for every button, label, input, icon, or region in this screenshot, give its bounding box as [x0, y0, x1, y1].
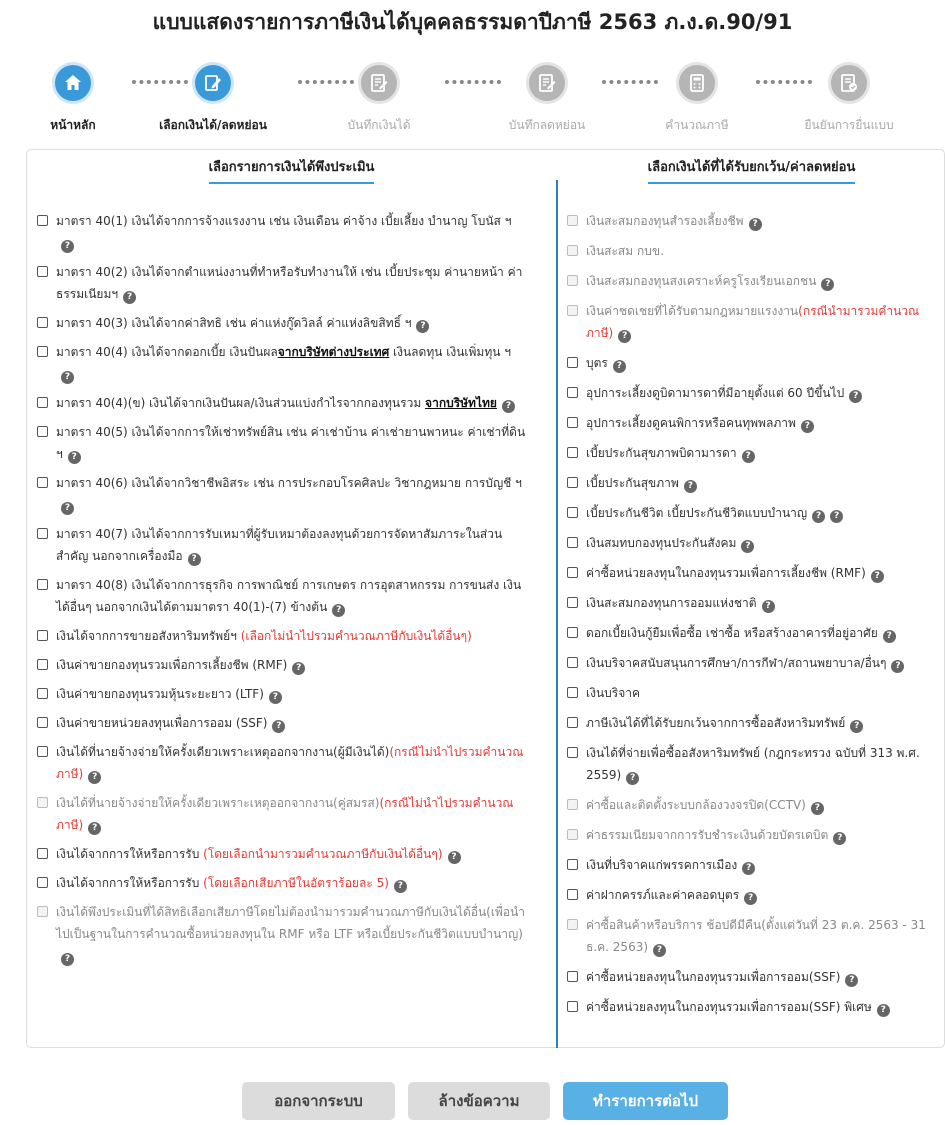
help-icon[interactable]: ? — [292, 662, 305, 675]
item-label — [586, 712, 932, 734]
item-text: อุปการะเลี้ยงดูบิดามารดาที่มีอายุตั้งแต่ 60 ปีขึ้นไป — [586, 386, 845, 400]
help-icon[interactable]: ? — [68, 451, 81, 464]
help-icon[interactable]: ? — [877, 1004, 890, 1017]
help-icon[interactable]: ? — [88, 771, 101, 784]
item-text: เงินค่าขายกองทุนรวมเพื่อการเลี้ยงชีพ (RMF) — [56, 658, 288, 672]
document-edit-icon — [526, 62, 568, 104]
income-item[interactable] — [27, 872, 556, 894]
help-icon[interactable]: ? — [801, 420, 814, 433]
item-text: เงินสะสมกองทุนสำรองเลี้ยงชีพ — [586, 214, 744, 228]
item-label — [56, 872, 528, 894]
item-label — [586, 442, 932, 464]
step-record-income[interactable] — [304, 62, 454, 135]
checkbox[interactable] — [567, 717, 578, 728]
income-column — [27, 150, 556, 1047]
deduction-item[interactable] — [557, 682, 945, 704]
step-label: บันทึกลดหย่อน — [508, 118, 586, 132]
step-record-deduction[interactable] — [472, 62, 622, 135]
checkbox[interactable] — [37, 630, 48, 641]
item-text: เบี้ยประกันสุขภาพบิดามารดา — [586, 446, 737, 460]
document-edit-icon — [358, 62, 400, 104]
help-icon[interactable]: ? — [850, 720, 863, 733]
help-icon[interactable]: ? — [61, 240, 74, 253]
item-label — [586, 240, 932, 262]
income-item[interactable] — [27, 341, 556, 385]
item-text: มาตรา 40(4) เงินได้จากดอกเบี้ย เงินปันผล — [56, 345, 278, 359]
item-text: เงินได้จากการให้หรือการรับ — [56, 876, 204, 890]
item-note: (กรณีนำมารวมคำนวณภาษี) — [586, 304, 920, 340]
deduction-item[interactable] — [557, 652, 945, 674]
checkbox[interactable] — [37, 346, 48, 357]
checkbox — [37, 797, 48, 808]
item-text: บุตร — [586, 356, 608, 370]
step-label: คำนวณภาษี — [665, 118, 729, 132]
deduction-item[interactable] — [557, 532, 945, 554]
item-text: เงินได้ที่จ่ายเพื่อซื้ออสังหาริมทรัพย์ (กฎกระทรวง ฉบับที่ 313 พ.ศ. 2559) — [586, 746, 920, 782]
deduction-item[interactable] — [557, 854, 945, 876]
help-icon[interactable]: ? — [88, 822, 101, 835]
help-icon[interactable]: ? — [416, 320, 429, 333]
item-note: (กรณีไม่นำไปรวมคำนวณภาษี) — [56, 796, 514, 832]
item-note: (กรณีไม่นำไปรวมคำนวณภาษี) — [56, 745, 524, 781]
help-icon[interactable]: ? — [883, 630, 896, 643]
income-item[interactable] — [27, 683, 556, 705]
help-icon[interactable]: ? — [762, 600, 775, 613]
help-icon[interactable]: ? — [61, 502, 74, 515]
deduction-item[interactable] — [557, 472, 945, 494]
deduction-column — [557, 150, 945, 1047]
help-icon[interactable]: ? — [332, 604, 345, 617]
item-label — [586, 562, 932, 584]
help-icon[interactable]: ? — [269, 691, 282, 704]
help-icon[interactable]: ? — [61, 953, 74, 966]
item-label — [56, 341, 528, 385]
logout-button[interactable]: ออกจากระบบ — [242, 1082, 395, 1120]
step-label: บันทึกเงินได้ — [347, 118, 411, 132]
deduction-item — [557, 270, 945, 292]
progress-stepper — [20, 62, 925, 142]
item-text: มาตรา 40(7) เงินได้จากการรับเหมาที่ผู้รับเหมาต้องลงทุนด้วยการจัดหาสัมภาระในส่วนสำคัญ นอกจากเครื่องมือ — [56, 527, 503, 563]
item-label — [586, 622, 932, 644]
deduction-item[interactable] — [557, 996, 945, 1018]
item-label — [586, 382, 932, 404]
help-icon[interactable]: ? — [123, 291, 136, 304]
item-label — [56, 261, 528, 305]
item-text: เงินสมทบกองทุนประกันสังคม — [586, 536, 737, 550]
deduction-item[interactable] — [557, 712, 945, 734]
checkbox[interactable] — [37, 579, 48, 590]
item-text: เงินบริจาค — [586, 686, 641, 700]
item-label — [56, 312, 528, 334]
item-label — [586, 412, 932, 434]
checkbox[interactable] — [567, 477, 578, 488]
deduction-item — [557, 824, 945, 846]
deduction-list — [557, 210, 945, 1018]
income-item — [27, 901, 556, 967]
item-emphasis: จากบริษัทไทย — [425, 396, 497, 410]
item-label — [586, 472, 932, 494]
checkbox[interactable] — [567, 889, 578, 900]
income-item[interactable] — [27, 392, 556, 414]
item-text: มาตรา 40(5) เงินได้จากการให้เช่าทรัพย์สิน เช่น ค่าเช่าบ้าน ค่าเช่ายานพาหนะ ค่าเช่าที่ดิน ฯ — [56, 425, 526, 461]
checkbox[interactable] — [567, 657, 578, 668]
help-icon[interactable]: ? — [613, 360, 626, 373]
checkbox[interactable] — [567, 417, 578, 428]
deduction-item[interactable] — [557, 382, 945, 404]
checkbox[interactable] — [567, 627, 578, 638]
item-text: มาตรา 40(1) เงินได้จากการจ้างแรงงาน เช่น เงินเดือน ค่าจ้าง เบี้ยเลี้ยง บำนาญ โบนัส ฯ — [56, 214, 512, 228]
checkbox[interactable] — [37, 688, 48, 699]
checkbox — [567, 799, 578, 810]
income-column-heading — [27, 150, 556, 210]
checkbox — [567, 245, 578, 256]
help-icon[interactable]: ? — [653, 944, 666, 957]
deduction-item[interactable] — [557, 884, 945, 906]
deduction-item — [557, 240, 945, 262]
help-icon[interactable]: ? — [849, 390, 862, 403]
checkbox[interactable] — [37, 717, 48, 728]
checkbox[interactable] — [37, 215, 48, 226]
item-text: ภาษีเงินได้ที่ได้รับยกเว้นจากการซื้ออสังหาริมทรัพย์ — [586, 716, 846, 730]
deduction-item — [557, 794, 945, 816]
item-text: เบี้ยประกันชีวิต เบี้ยประกันชีวิตแบบบำนาญ — [586, 506, 808, 520]
item-label — [56, 741, 528, 785]
help-icon[interactable]: ? — [812, 510, 825, 523]
income-item[interactable] — [27, 741, 556, 785]
item-text: เบี้ยประกันสุขภาพ — [586, 476, 679, 490]
help-icon[interactable]: ? — [830, 510, 843, 523]
help-icon[interactable]: ? — [871, 570, 884, 583]
document-check-icon — [828, 62, 870, 104]
selection-panel — [26, 149, 945, 1048]
checkbox[interactable] — [567, 971, 578, 982]
item-label — [56, 574, 528, 618]
checkbox — [567, 305, 578, 316]
item-label — [586, 682, 932, 704]
item-text: ค่าฝากครรภ์และค่าคลอดบุตร — [586, 888, 740, 902]
checkbox[interactable] — [567, 567, 578, 578]
item-label — [56, 654, 528, 676]
checkbox[interactable] — [37, 477, 48, 488]
item-label — [586, 794, 932, 816]
edit-icon — [192, 62, 234, 104]
checkbox[interactable] — [37, 877, 48, 888]
item-text: มาตรา 40(4)(ข) เงินได้จากเงินปันผล/เงินส่วนแบ่งกำไรจากกองทุนรวม — [56, 396, 426, 410]
checkbox[interactable] — [37, 746, 48, 757]
item-label — [586, 502, 932, 524]
income-item[interactable] — [27, 261, 556, 305]
checkbox — [567, 275, 578, 286]
item-label — [586, 854, 932, 876]
checkbox[interactable] — [567, 447, 578, 458]
item-label — [586, 742, 932, 786]
item-note: (โดยเลือกเสียภาษีในอัตราร้อยละ 5) — [203, 876, 389, 890]
step-confirm-filing[interactable] — [774, 62, 924, 135]
item-label — [56, 392, 528, 414]
next-button[interactable]: ทำรายการต่อไป — [563, 1082, 728, 1120]
deduction-item[interactable] — [557, 592, 945, 614]
help-icon[interactable]: ? — [626, 772, 639, 785]
checkbox — [567, 829, 578, 840]
item-label — [586, 352, 932, 374]
page-title: แบบแสดงรายการภาษีเงินได้บุคคลธรรมดาปีภาษี 2563 ภ.ง.ด.90/91 — [152, 10, 793, 34]
item-label — [56, 421, 528, 465]
item-label — [586, 270, 932, 292]
help-icon[interactable]: ? — [188, 553, 201, 566]
item-label — [56, 843, 528, 865]
item-text: ค่าซื้อหน่วยลงทุนในกองทุนรวมเพื่อการเลี้ยงชีพ (RMF) — [586, 566, 866, 580]
item-label — [586, 884, 932, 906]
checkbox — [37, 906, 48, 917]
item-note: (เลือกไม่นำไปรวมคำนวณภาษีกับเงินได้อื่นๆ) — [240, 629, 472, 643]
income-item[interactable] — [27, 654, 556, 676]
item-text: ค่าซื้อหน่วยลงทุนในกองทุนรวมเพื่อการออม(SSF) พิเศษ — [586, 1000, 872, 1014]
deduction-item — [557, 914, 945, 958]
item-label — [586, 996, 932, 1018]
item-label — [586, 914, 932, 958]
income-heading-text: เลือกรายการเงินได้พึงประเมิน — [209, 156, 375, 184]
item-text: เงินบริจาคสนับสนุนการศึกษา/การกีฬา/สถานพยาบาล/อื่นๆ — [586, 656, 887, 670]
step-select-income[interactable] — [138, 62, 288, 135]
deduction-heading-text: เลือกเงินได้ที่ได้รับยกเว้น/ค่าลดหย่อน — [648, 156, 856, 184]
item-label — [586, 966, 932, 988]
item-text: เงินได้ที่นายจ้างจ่ายให้ครั้งเดียวเพราะเหตุออกจากงาน(คู่สมรส) — [56, 796, 380, 810]
clear-button[interactable]: ล้างข้อความ — [408, 1082, 550, 1120]
item-note: (โดยเลือกนำมารวมคำนวณภาษีกับเงินได้อื่นๆ) — [203, 847, 443, 861]
deduction-item[interactable] — [557, 352, 945, 374]
help-icon[interactable]: ? — [833, 832, 846, 845]
step-label: หน้าหลัก — [50, 118, 96, 132]
help-icon[interactable]: ? — [272, 720, 285, 733]
item-text: อุปการะเลี้ยงดูคนพิการหรือคนทุพพลภาพ — [586, 416, 796, 430]
item-text: เงินค่าขายกองทุนรวมหุ้นระยะยาว (LTF) — [56, 687, 264, 701]
deduction-item[interactable] — [557, 622, 945, 644]
item-label — [586, 592, 932, 614]
income-item[interactable] — [27, 472, 556, 516]
help-icon[interactable]: ? — [744, 892, 757, 905]
item-label — [56, 210, 528, 254]
item-text: ค่าซื้อหน่วยลงทุนในกองทุนรวมเพื่อการออม(SSF) — [586, 970, 841, 984]
item-label — [586, 824, 932, 846]
item-text: เงินสะสมกองทุนสงเคราะห์ครูโรงเรียนเอกชน — [586, 274, 817, 288]
item-label — [56, 901, 528, 967]
help-icon[interactable]: ? — [742, 450, 755, 463]
item-label — [56, 523, 528, 567]
income-item[interactable] — [27, 625, 556, 647]
item-label — [586, 300, 932, 344]
item-text: มาตรา 40(6) เงินได้จากวิชาชีพอิสระ เช่น การประกอบโรคศิลปะ วิชากฎหมาย การบัญชี ฯ — [56, 476, 522, 490]
deduction-item[interactable] — [557, 442, 945, 464]
income-item[interactable] — [27, 421, 556, 465]
home-icon — [52, 62, 94, 104]
income-item — [27, 792, 556, 836]
income-item[interactable] — [27, 312, 556, 334]
help-icon[interactable]: ? — [502, 400, 515, 413]
deduction-item — [557, 300, 945, 344]
income-item[interactable] — [27, 843, 556, 865]
checkbox[interactable] — [567, 387, 578, 398]
help-icon[interactable]: ? — [749, 218, 762, 231]
item-text: มาตรา 40(2) เงินได้จากตำแหน่งงานที่ทำหรือรับทำงานให้ เช่น เบี้ยประชุม ค่านายหน้า ค่าธรรมเนียมฯ — [56, 265, 523, 301]
checkbox[interactable] — [567, 1001, 578, 1012]
checkbox[interactable] — [567, 747, 578, 758]
income-item[interactable] — [27, 574, 556, 618]
item-label — [586, 210, 932, 232]
item-text: เงินได้พึงประเมินที่ได้สิทธิเลือกเสียภาษีโดยไม่ต้องนำมารวมคำนวณภาษีกับเงินได้อื่น(เพื่อนำไปเป็นฐานในการคำนวณซื้อหน่วยลงทุนใน RMF หรือ LTF หรือเบี้ยประกันชีวิตแบบบำนาญ) — [56, 905, 526, 941]
income-item[interactable] — [27, 712, 556, 734]
deduction-item[interactable] — [557, 966, 945, 988]
checkbox — [567, 919, 578, 930]
checkbox[interactable] — [567, 597, 578, 608]
deduction-item[interactable] — [557, 562, 945, 584]
step-label: เลือกเงินได้/ลดหย่อน — [159, 118, 267, 132]
checkbox[interactable] — [37, 317, 48, 328]
item-text: เงินค่าชดเชยที่ได้รับตามกฎหมายแรงงาน — [586, 304, 799, 318]
deduction-item[interactable] — [557, 412, 945, 434]
help-icon[interactable]: ? — [61, 371, 74, 384]
item-label — [586, 532, 932, 554]
item-text: เงินสะสมกองทุนการออมแห่งชาติ — [586, 596, 757, 610]
item-text: เงินลดทุน เงินเพิ่มทุน ฯ — [389, 345, 512, 359]
step-home[interactable] — [0, 62, 148, 135]
item-text: เงินที่บริจาคแก่พรรคการเมือง — [586, 858, 738, 872]
item-text: มาตรา 40(3) เงินได้จากค่าสิทธิ เช่น ค่าแห่งกู๊ดวิลล์ ค่าแห่งลิขสิทธิ์ ฯ — [56, 316, 412, 330]
deduction-column-heading — [557, 150, 945, 210]
checkbox[interactable] — [567, 537, 578, 548]
item-text: เงินสะสม กบข. — [586, 244, 664, 258]
item-label — [56, 625, 528, 647]
checkbox — [567, 215, 578, 226]
item-text: ค่าธรรมเนียมจากการรับชำระเงินด้วยบัตรเดบิต — [586, 828, 829, 842]
checkbox[interactable] — [567, 357, 578, 368]
help-icon[interactable]: ? — [811, 802, 824, 815]
help-icon[interactable]: ? — [741, 540, 754, 553]
step-label: ยืนยันการยื่นแบบ — [804, 118, 894, 132]
income-item[interactable] — [27, 210, 556, 254]
step-calculate-tax[interactable] — [622, 62, 772, 135]
help-icon[interactable]: ? — [742, 862, 755, 875]
help-icon[interactable]: ? — [845, 974, 858, 987]
help-icon[interactable]: ? — [891, 660, 904, 673]
help-icon[interactable]: ? — [448, 851, 461, 864]
checkbox[interactable] — [37, 426, 48, 437]
checkbox[interactable] — [567, 859, 578, 870]
item-text: เงินได้จากการให้หรือการรับ — [56, 847, 204, 861]
item-emphasis: จากบริษัทต่างประเทศ — [277, 345, 390, 359]
income-item[interactable] — [27, 523, 556, 567]
item-text: ค่าซื้อสินค้าหรือบริการ ช้อปดีมีคืน(ตั้งแต่วันที่ 23 ต.ค. 2563 - 31 ธ.ค. 2563) — [586, 918, 926, 954]
checkbox[interactable] — [37, 397, 48, 408]
deduction-item[interactable] — [557, 502, 945, 524]
checkbox[interactable] — [567, 507, 578, 518]
deduction-item[interactable] — [557, 742, 945, 786]
item-text: มาตรา 40(8) เงินได้จากการธุรกิจ การพาณิชย์ การเกษตร การอุตสาหกรรม การขนส่ง เงินได้อื่นๆ นอกจากเงินได้ตามมาตรา 40(1)-(7) ข้างต้น — [56, 578, 522, 614]
item-label — [56, 712, 528, 734]
item-label — [586, 652, 932, 674]
help-icon[interactable]: ? — [618, 330, 631, 343]
item-text: ดอกเบี้ยเงินกู้ยืมเพื่อซื้อ เช่าซื้อ หรือสร้างอาคารที่อยู่อาศัย — [586, 626, 878, 640]
item-text: เงินค่าขายหน่วยลงทุนเพื่อการออม (SSF) — [56, 716, 268, 730]
checkbox[interactable] — [37, 659, 48, 670]
checkbox[interactable] — [37, 848, 48, 859]
help-icon[interactable]: ? — [821, 278, 834, 291]
deduction-item — [557, 210, 945, 232]
item-label — [56, 683, 528, 705]
help-icon[interactable]: ? — [684, 480, 697, 493]
item-text: เงินได้จากการขายอสังหาริมทรัพย์ฯ — [56, 629, 241, 643]
checkbox[interactable] — [567, 687, 578, 698]
item-label — [56, 792, 528, 836]
checkbox[interactable] — [37, 266, 48, 277]
item-label — [56, 472, 528, 516]
calculator-icon — [676, 62, 718, 104]
help-icon[interactable]: ? — [394, 880, 407, 893]
checkbox[interactable] — [37, 528, 48, 539]
item-text: เงินได้ที่นายจ้างจ่ายให้ครั้งเดียวเพราะเหตุออกจากงาน(ผู้มีเงินได้) — [56, 745, 390, 759]
item-text: ค่าซื้อและติดตั้งระบบกล้องวงจรปิด(CCTV) — [586, 798, 806, 812]
income-list — [27, 210, 556, 967]
